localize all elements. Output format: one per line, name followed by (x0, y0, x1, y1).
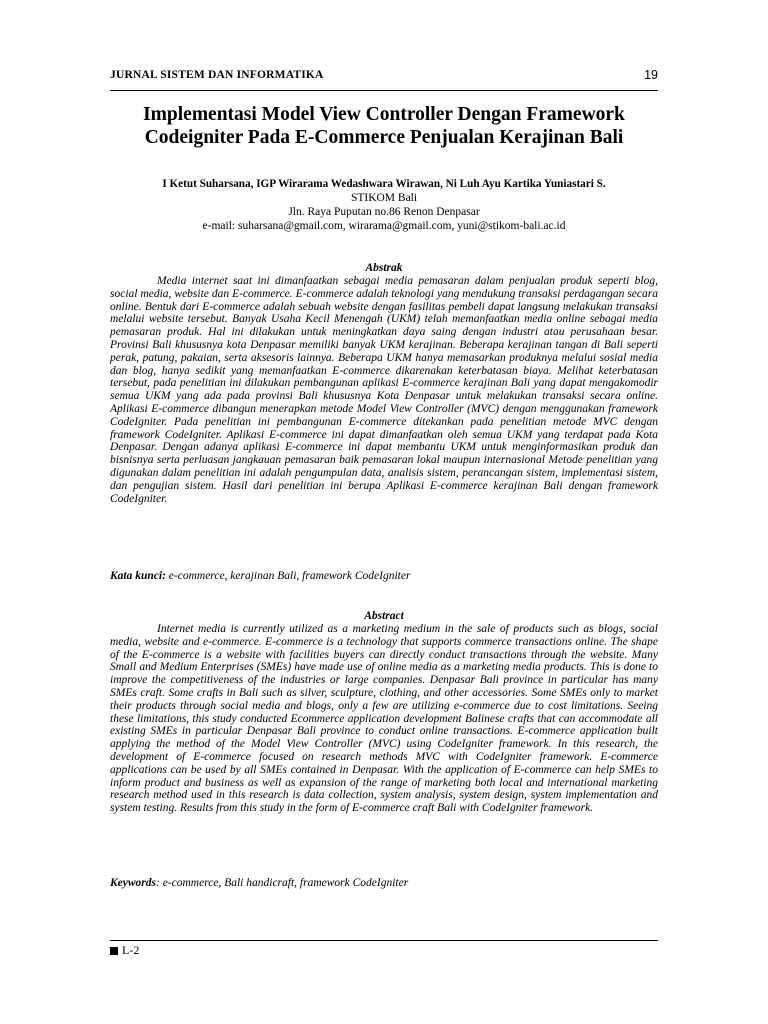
keywords (110, 877, 658, 890)
paper-title-line-1: Implementasi Model View Controller Dengan Framework (143, 104, 625, 125)
email-line: e-mail: suharsana@gmail.com, wirarama@gmail.com, yuni@stikom-bali.ac.id (202, 220, 566, 232)
paper-title-line-2: Codeigniter Pada E-Commerce Penjualan Kerajinan Bali (144, 127, 624, 148)
kata-kunci-text: e-commerce, kerajinan Bali, framework CodeIgniter (165, 570, 411, 582)
page-number: 19 (644, 68, 658, 82)
institution: STIKOM Bali (350, 192, 418, 204)
abstrak-body: Media internet saat ini dimanfaatkan sebagai media pemasaran dalam penjualan produk seperti blog, social media, website dan E-commerce. E-commerce adalah teknologi yang mendukung transaksi perdagangan secara online. Bentuk dari E-commerce adalah sebuah website dengan fasilitas pembeli dapat langsung melakukan transaksi melalui website tersebut. Banyak Usaha Kecil Menengah (UKM) telah memanfaatkan media online sebagai media pemasaran produk. Hal ini dilakukan untuk meningkatkan daya saing dengan industri atau perusahaan besar. Provinsi Bali khususnya kota Denpasar memiliki banyak UKM kerajinan. Beberapa kerajinan tangan di Bali seperti perak, patung, pakaian, serta aksesoris lainnya. Beberapa UKM hanya memasarkan produknya melalui sosial media dan blog, hanya sedikit yang memanfaatkan E-commerce dikarenakan keterbatasan biaya. Melihat keterbatasan tersebut, pada penelitian ini dilakukan pembangunan aplikasi E-commerce kerajinan Bali yang dapat mengakomodir semua UKM yang ada pada provinsi Bali khususnya Kota Denpasar untuk melakukan transaksi secara online. Aplikasi E-commerce dibangun menerapkan metode Model View Controller (MVC) dengan menggunakan framework CodeIgniter. Pada penelitian ini pembangunan E-commerce ditekankan pada penelitian metode MVC dengan framework CodeIgniter. Aplikasi E-commerce ini dapat dimanfaatkan oleh semua UKM yang terdapat pada Kota Denpasar. Dengan adanya aplikasi E-commerce ini dapat membantu UKM untuk menginformasikan produk dan bisnisnya serta perluasan jangkauan pemasaran baik pemasaran lokal maupun internasional Metode penelitian yang digunakan dalam penelitian ini adalah pengumpulan data, analisis sistem, perancangan sistem, implementasi sistem, dan pengujian sistem. Hasil dari penelitian ini berupa Aplikasi E-commerce kerajinan Bali dengan framework CodeIgniter. (110, 275, 658, 505)
kata-kunci (110, 570, 658, 583)
abstract-heading: Abstract (364, 610, 404, 622)
abstrak-heading: Abstrak (365, 262, 403, 274)
running-header (110, 68, 658, 91)
keywords-label: Keywords (110, 877, 156, 889)
abstract-body: Internet media is currently utilized as a marketing medium in the sale of products such as blogs, social media, website and e-commerce. E-commerce is a technology that supports commerce transactions online. The shape of the E-commerce is a website with facilities buyers can directly conduct transactions through the website. Many Small and Medium Enterprises (SMEs) have made use of online media as a marketing media products. This is done to improve the competitiveness of the industries or large companies. Denpasar Bali province in particular has many SMEs craft. Some crafts in Bali such as silver, sculpture, clothing, and other accessories. Some SMEs only to market their products through social media and blogs, only a few are utilizing e-commerce due to cost limitations. Seeing these limitations, this study conducted Ecommerce application development Balinese crafts that can accommodate all existing SMEs in particular Denpasar Bali province to conduct online transactions. E-commerce application built applying the method of the Model View Controller (MVC) using CodeIgniter framework. In this research, the development of E-commerce focused on research methods MVC with CodeIgniter framework. E-commerce applications can be used by all SMEs contained in Denpasar. With the application of E-commerce can help SMEs to inform product and business as well as expansion of the range of marketing both local and international marketing research method used in this research is data collection, system analysis, system design, system implementation and system testing. Results from this study in the form of E-commerce craft Bali with CodeIgniter framework. (110, 623, 658, 815)
footer-rule (110, 940, 658, 941)
address: Jln. Raya Puputan no.86 Renon Denpasar (288, 206, 480, 218)
square-bullet-icon (110, 947, 118, 955)
author-list: I Ketut Suharsana, IGP Wirarama Wedashwara Wirawan, Ni Luh Ayu Kartika Yuniastari S. (162, 178, 606, 190)
journal-name: JURNAL SISTEM DAN INFORMATIKA (110, 69, 324, 81)
footer-page-label (110, 943, 139, 958)
kata-kunci-label: Kata kunci: (110, 570, 166, 582)
footer-page-code: L-2 (122, 943, 140, 957)
paper-title (90, 103, 678, 149)
keywords-text: : e-commerce, Bali handicraft, framework CodeIgniter (156, 877, 409, 889)
